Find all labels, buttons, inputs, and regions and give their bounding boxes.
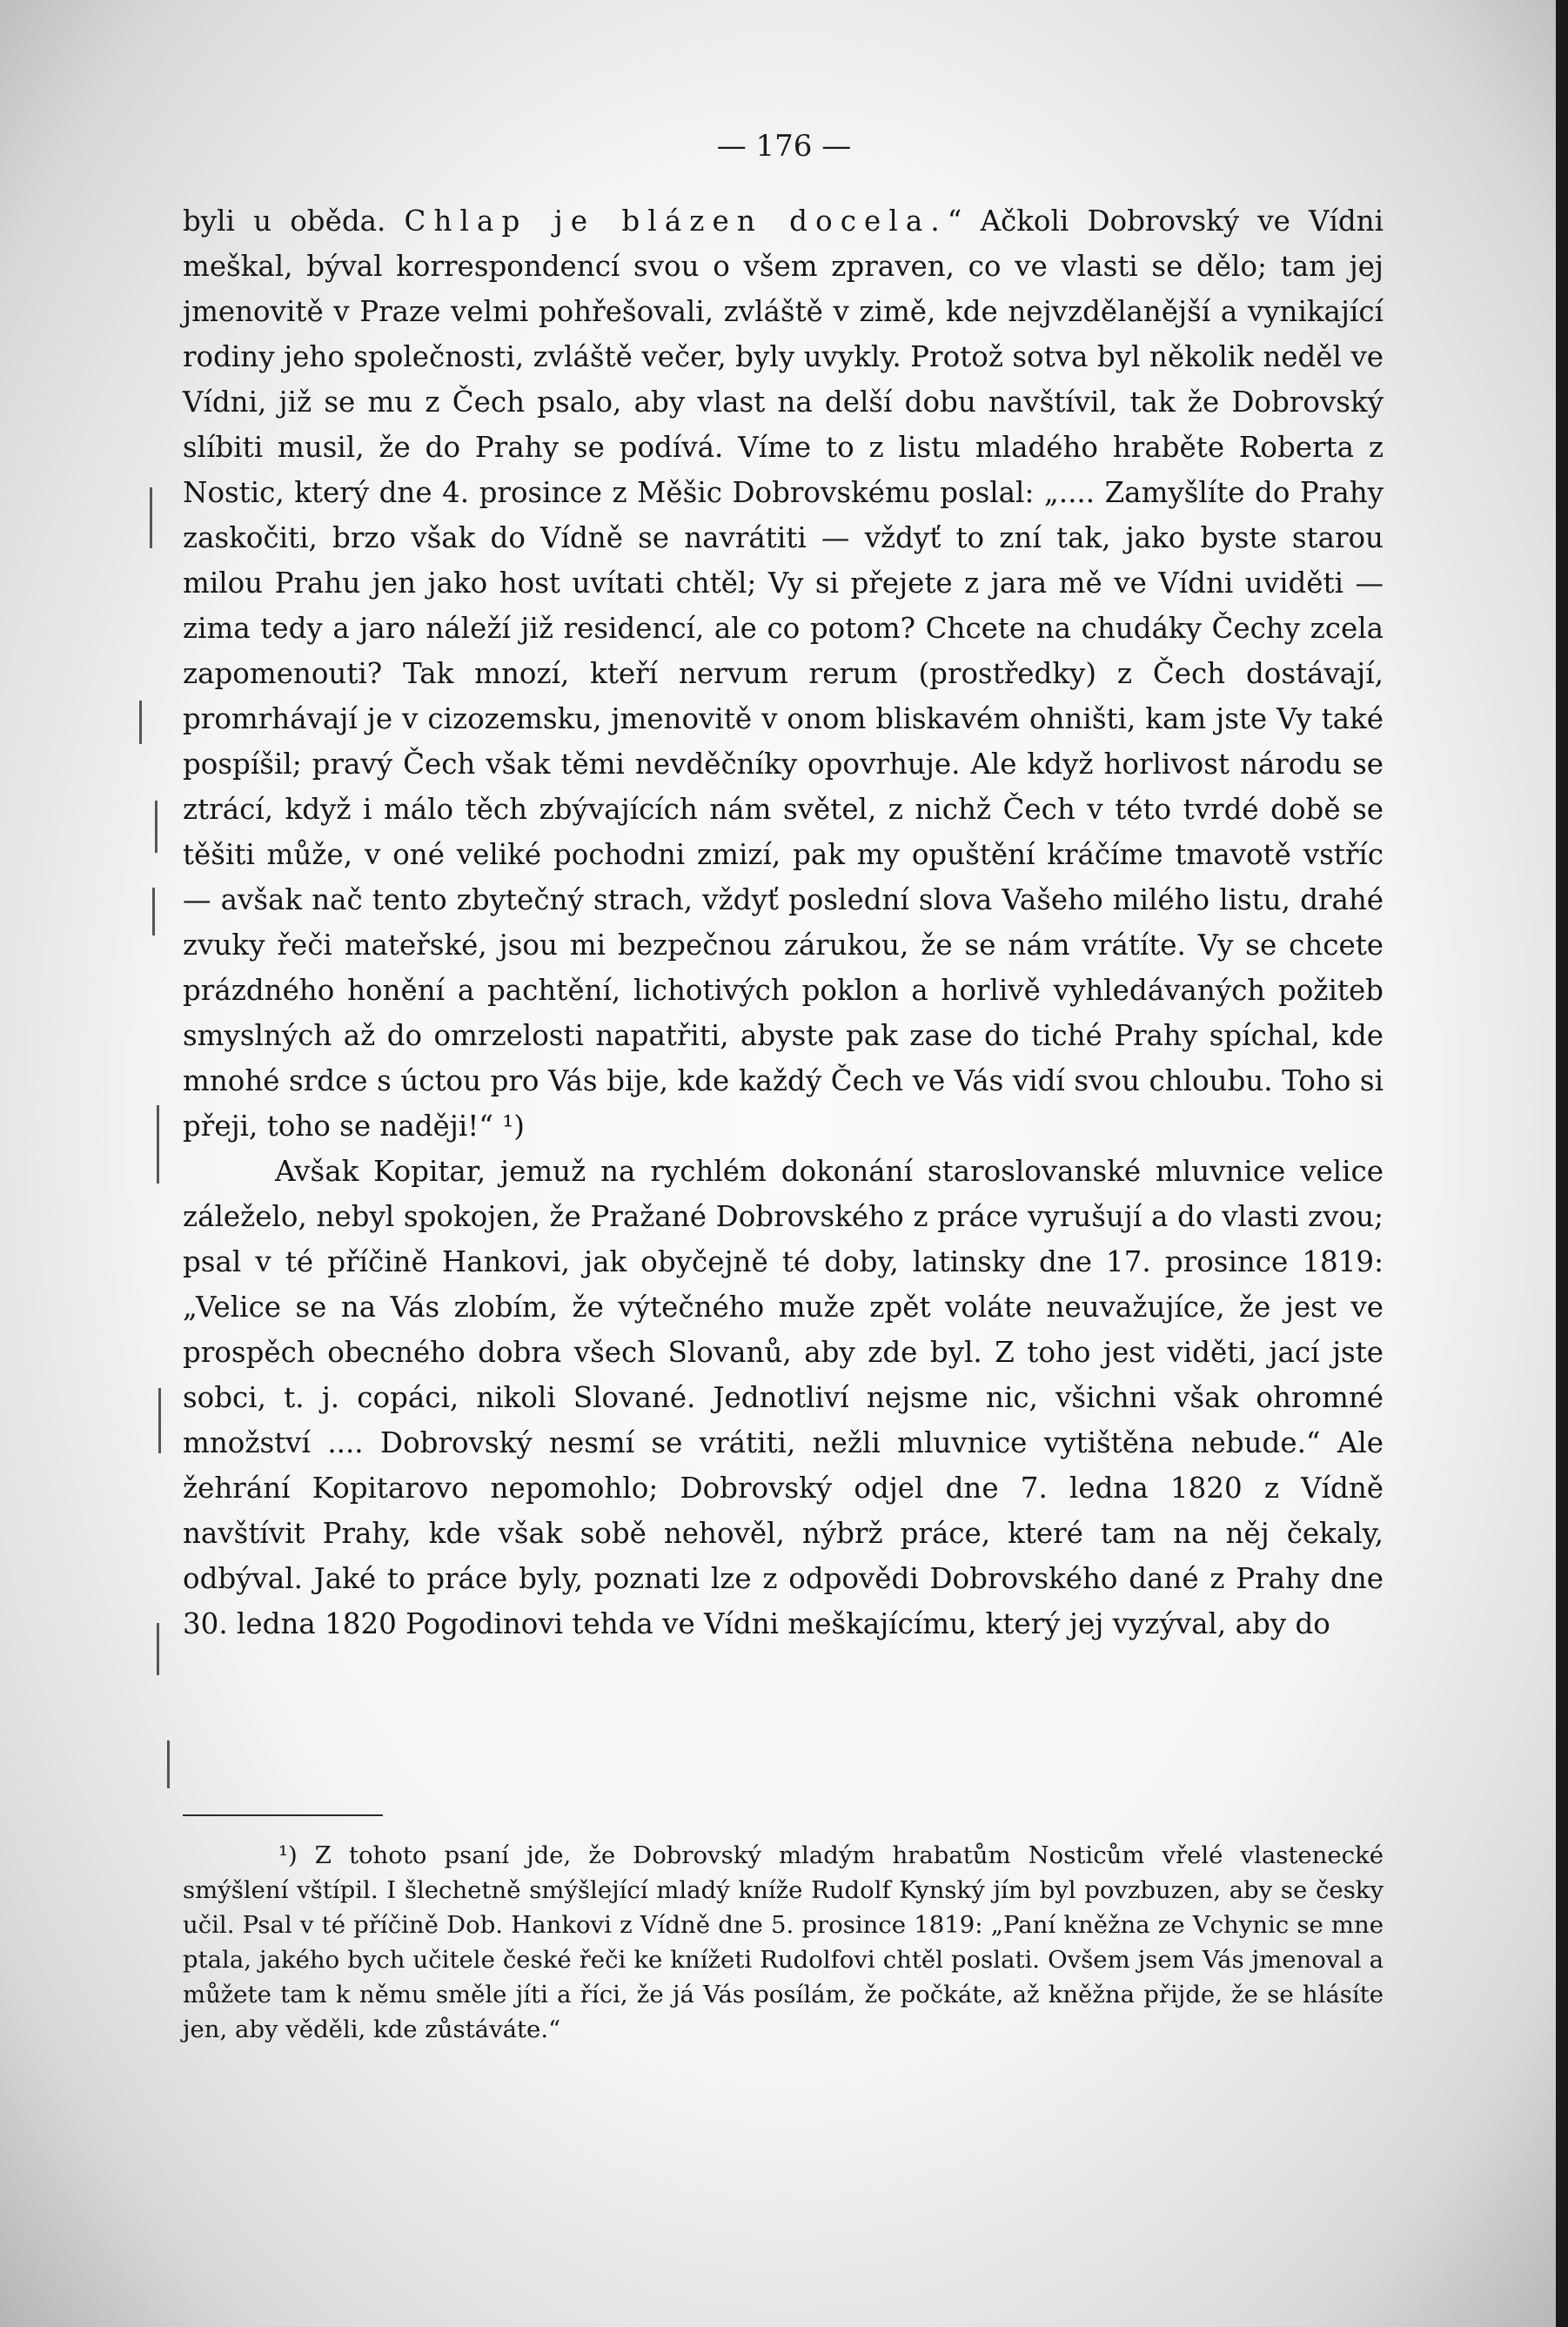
- paragraph-1: [183, 198, 1384, 1149]
- paragraph-1-start: byli u oběda.: [183, 205, 405, 238]
- paragraph-2: Avšak Kopitar, jemuž na rychlém dokonání staroslovanské mluvnice velice záleželo, nebyl spokojen, že Pražané Dobrovského z práce vyrušují a do vlasti zvou; psal v té příčině Hankovi, jak obyčejně té doby, latinsky dne 17. prosince 1819: „Velice se na Vás zlobím, že výtečného muže zpět voláte neuvažujíce, že jest ve prospěch obecného dobra všech Slovanů, aby zde byl. Z toho jest viděti, jací jste sobci, t. j. copáci, nikoli Slované. Jednotliví nejsme nic, všichni však ohromné množství .... Dobrovský nesmí se vrátiti, nežli mluvnice vytištěna nebude.“ Ale žehrání Kopitarovo nepomohlo; Dobrovský odjel dne 7. ledna 1820 z Vídně navštívit Prahy, kde však sobě nehověl, nýbrž práce, které tam na něj čekaly, odbýval. Jaké to práce byly, poznati lze z odpovědi Dobrovského dané z Prahy dne 30. ledna 1820 Pogodinovi tehda ve Vídni meškajícímu, který jej vyzýval, aby do: [183, 1155, 1384, 1640]
- margin-mark: [139, 701, 142, 744]
- margin-mark: [150, 487, 152, 548]
- margin-mark: [158, 1388, 161, 1453]
- margin-mark: [152, 888, 155, 935]
- paragraph-1-rest: “ Ačkoli Dobrovský ve Vídni meškal, býval korrespondencí svou o všem zpraven, co ve vlasti se dělo; tam jej jmenovitě v Praze velmi pohřešovali, zvláště v zimě, kde nejvzdělanější a vynikající rodiny jeho společnosti, zvláště večer, byly uvykly. Protož sotva byl několik neděl ve Vídni, již se mu z Čech psalo, aby vlast na delší dobu navštívil, tak že Dobrovský slíbiti musil, že do Prahy se podívá. Víme to z listu mladého hraběte Roberta z Nostic, který dne 4. prosince z Měšic Dobrovskému poslal: „.... Zamyšlíte do Prahy zaskočiti, brzo však do Vídně se navrátiti — vždyť to zní tak, jako byste starou milou Prahu jen jako host uvítati chtěl; Vy si přejete z jara mě ve Vídni uviděti — zima tedy a jaro náleží již residencí, ale co potom? Chcete na chudáky Čechy zcela zapomenouti? Tak mnozí, kteří nervum rerum (prostředky) z Čech dostávají, promrhávají je v cizozemsku, jmenovitě v onom bliskavém ohništi, kam jste Vy také pospíšil; pravý Čech však těmi nevděčníky opovrhuje. Ale když horlivost národu se ztrácí, když i málo těch zbývajících nám světel, z nichž Čech v této tvrdé době se těšiti může, v oné veliké pochodni zmizí, pak my opuštění kráčíme tmavotě vstříc — avšak nač tento zbytečný strach, vždyť poslední slova Vašeho milého listu, drahé zvuky řeči mateřské, jsou mi bezpečnou zárukou, že se nám vrátíte. Vy se chcete prázdného honění a pachtění, lichotivých poklon a horlivě vyhledávaných požiteb smyslných až do omrzelosti napatřiti, abyste pak zase do tiché Prahy spíchal, kde mnohé srdce s úctou pro Vás bije, kde každý Čech ve Vás vidí svou chloubu. Toho si přeji, toho se naději!“ ¹): [183, 205, 1384, 1143]
- page-number: — 176 —: [716, 129, 852, 164]
- spaced-emphasis: Chlap je blázen docela.: [404, 205, 948, 238]
- margin-mark: [155, 801, 157, 853]
- margin-mark: [157, 1623, 159, 1675]
- margin-mark: [167, 1740, 170, 1788]
- footnote-divider: [183, 1814, 383, 1816]
- main-text: [183, 198, 1384, 1646]
- margin-mark: [157, 1105, 159, 1184]
- footnote: ¹) Z tohoto psaní jde, že Dobrovský mladým hrabatům Nosticům vřelé vlastenecké smýšlení vštípil. I šlechetně smýšlející mladý kníže Rudolf Kynský jím byl povzbuzen, aby se česky učil. Psal v té příčině Dob. Hankovi z Vídně dne 5. prosince 1819: „Paní kněžna ze Vchynic se mne ptala, jakého bych učitele české řeči ke knížeti Rudolfovi chtěl poslati. Ovšem jsem Vás jmenoval a můžete tam k němu směle jíti a říci, že já Vás posílám, že počkáte, až kněžna přijde, že se hlásíte jen, aby věděli, kde zůstáváte.“: [183, 1841, 1384, 2043]
- page-edge-shadow: [1556, 0, 1568, 2327]
